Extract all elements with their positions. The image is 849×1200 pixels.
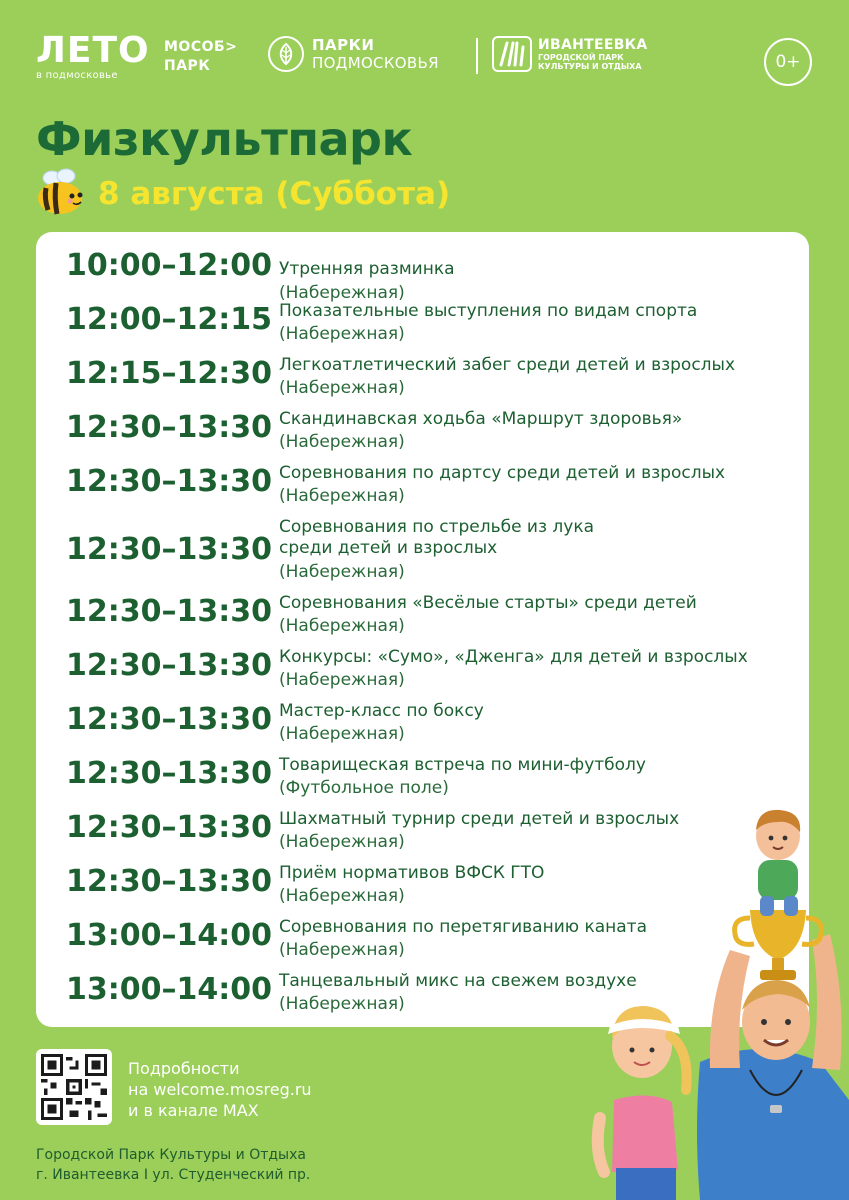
schedule-place: (Набережная) [279, 562, 405, 582]
schedule-event: Конкурсы: «Сумо», «Дженга» для детей и взрослых [279, 647, 748, 667]
schedule-time: 13:00–14:00 [66, 918, 272, 953]
address [36, 1145, 310, 1185]
schedule-time: 12:30–13:30 [66, 410, 272, 445]
event-date: 8 августа (Суббота) [98, 176, 451, 212]
schedule-time: 12:30–13:30 [66, 756, 272, 791]
schedule-time: 12:30–13:30 [66, 594, 272, 629]
schedule-place: (Набережная) [279, 886, 405, 906]
schedule-event: Приём нормативов ВФСК ГТО [279, 863, 545, 883]
schedule-time: 12:30–13:30 [66, 464, 272, 499]
schedule-time: 12:00–12:15 [66, 302, 272, 337]
page-title: Физкультпарк [36, 112, 413, 166]
family-trophy-illustration [590, 800, 849, 1200]
parki-line2: ПОДМОСКОВЬЯ [312, 53, 439, 72]
schedule-time: 12:30–13:30 [66, 532, 272, 567]
schedule-time: 12:30–13:30 [66, 648, 272, 683]
schedule-event: Легкоатлетический забег среди детей и взрослых [279, 355, 736, 375]
bee-icon [36, 168, 88, 220]
schedule-place: (Набережная) [279, 670, 405, 690]
schedule-time: 13:00–14:00 [66, 972, 272, 1007]
logo-divider [476, 38, 478, 74]
qr-code [36, 1049, 112, 1125]
header [36, 30, 816, 94]
schedule-place: (Набережная) [279, 832, 405, 852]
leto-logo-title: ЛЕТО [36, 30, 150, 71]
schedule-event-line2: среди детей и взрослых [279, 538, 498, 558]
age-rating-badge: 0+ [764, 38, 812, 86]
schedule-event: Соревнования по перетягиванию каната [279, 917, 647, 937]
address-line1: Городской Парк Культуры и Отдыха [36, 1147, 306, 1163]
parki-line1: ПАРКИ [312, 35, 375, 54]
schedule-place: (Набережная) [279, 283, 405, 303]
schedule-place: (Футбольное поле) [279, 778, 449, 798]
mosobpark-logo [164, 38, 237, 76]
schedule-place: (Набережная) [279, 378, 405, 398]
schedule-place: (Набережная) [279, 940, 405, 960]
ivanteevka-line3: КУЛЬТУРЫ И ОТДЫХА [538, 61, 642, 71]
schedule-time: 12:30–13:30 [66, 864, 272, 899]
schedule-event: Танцевальный микс на свежем воздухе [279, 971, 637, 991]
ivanteevka-line2: ГОРОДСКОЙ ПАРК [538, 52, 624, 62]
date-row [36, 168, 450, 220]
schedule-place: (Набережная) [279, 994, 405, 1014]
schedule-time: 12:30–13:30 [66, 810, 272, 845]
schedule-place: (Набережная) [279, 724, 405, 744]
ivanteevka-line1: ИВАНТЕЕВКА [538, 36, 648, 53]
schedule-time: 12:30–13:30 [66, 702, 272, 737]
schedule-event: Соревнования по дартсу среди детей и взрослых [279, 463, 726, 483]
schedule-place: (Набережная) [279, 432, 405, 452]
schedule-place: (Набережная) [279, 324, 405, 344]
schedule-event: Соревнования по стрельбе из лука [279, 517, 595, 537]
more-info-line3: и в канале MAX [128, 1101, 259, 1120]
schedule-place: (Набережная) [279, 616, 405, 636]
leto-logo-subtitle: в подмосковье [36, 70, 118, 81]
mosobpark-line1: МОСОБ> [164, 39, 238, 55]
schedule-event: Скандинавская ходьба «Маршрут здоровья» [279, 409, 683, 429]
ivanteevka-logo-icon [492, 36, 532, 72]
schedule-event: Показательные выступления по видам спорта [279, 301, 698, 321]
schedule-time: 12:15–12:30 [66, 356, 272, 391]
schedule-event: Соревнования «Весёлые старты» среди детей [279, 593, 697, 613]
address-line2: г. Ивантеевка I ул. Студенческий пр. [36, 1167, 311, 1183]
schedule-time: 10:00–12:00 [66, 248, 272, 283]
schedule-event: Мастер-класс по боксу [279, 701, 484, 721]
leaf-icon [268, 36, 304, 72]
parki-podmoskovya-logo [268, 36, 439, 72]
schedule-event: Утренняя разминка [279, 259, 455, 279]
leto-logo [36, 30, 150, 81]
more-info-line1: Подробности [128, 1059, 240, 1078]
schedule-event: Шахматный турнир среди детей и взрослых [279, 809, 680, 829]
ivanteevka-logo [492, 36, 648, 72]
schedule-place: (Набережная) [279, 486, 405, 506]
more-info-link[interactable]: на welcome.mosreg.ru [128, 1080, 312, 1099]
schedule-event: Товарищеская встреча по мини-футболу [279, 755, 646, 775]
mosobpark-line2: ПАРК [164, 58, 211, 74]
more-info [128, 1058, 312, 1121]
